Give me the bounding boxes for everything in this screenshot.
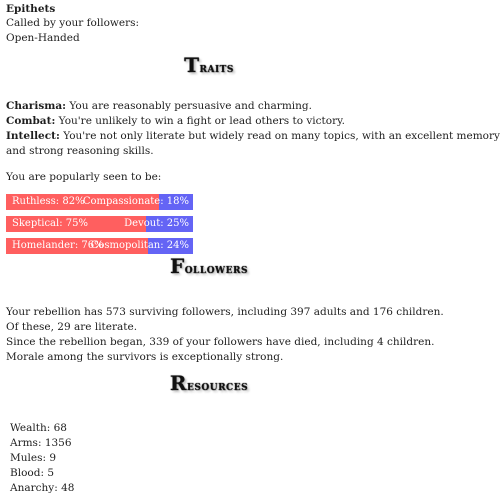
trait-text: You're unlikely to win a fight or lead others to victory. (55, 115, 345, 127)
traits-heading (0, 53, 418, 77)
resource-mules: Mules: 9 (10, 452, 57, 464)
bar-left-label: Homelander: 76% (12, 240, 104, 251)
bar-left-label: Skeptical: 75% (12, 218, 88, 229)
traits-heading-rest: raits (199, 61, 234, 76)
called-by-label: Called by your followers: (6, 17, 140, 29)
bar-right-label: Devout: 25% (124, 218, 189, 229)
trait-intellect (6, 129, 500, 144)
opinion-bar-homelander-cosmopolitan (6, 238, 193, 254)
bar-right-label: Compassionate: 18% (82, 196, 189, 207)
trait-text: You are reasonably persuasive and charming. (66, 100, 312, 112)
trait-label: Combat: (6, 115, 56, 127)
followers-literate: Of these, 29 are literate. (6, 321, 138, 333)
resource-blood: Blood: 5 (10, 467, 54, 479)
followers-heading-initial: F (170, 254, 185, 278)
resources-heading-rest: esources (187, 379, 249, 394)
followers-heading (0, 254, 418, 278)
trait-combat (6, 114, 345, 129)
bar-right-label: Cosmopolitan: 24% (90, 240, 189, 251)
resource-wealth: Wealth: 68 (10, 422, 67, 434)
followers-heading-rest: ollowers (184, 262, 248, 277)
followers-deaths: Since the rebellion began, 339 of your followers have died, including 4 children. (6, 336, 435, 348)
resource-anarchy: Anarchy: 48 (10, 482, 75, 494)
resources-heading (0, 371, 418, 395)
trait-label: Intellect: (6, 130, 60, 142)
opinion-bar-ruthless-compassionate (6, 194, 193, 210)
resources-heading-initial: R (169, 371, 188, 395)
followers-morale: Morale among the survivors is exceptionally strong. (6, 351, 284, 363)
resource-arms: Arms: 1356 (10, 437, 72, 449)
epithet-value: Open-Handed (6, 32, 80, 44)
bar-left-label: Ruthless: 82% (12, 196, 85, 207)
epithets-heading: Epithets (6, 3, 56, 15)
trait-label: Charisma: (6, 100, 67, 112)
trait-charisma (6, 99, 312, 114)
popular-intro: You are popularly seen to be: (6, 171, 162, 183)
trait-text: You're not only literate but widely read on many topics, with an excellent memory (59, 130, 500, 142)
traits-heading-initial: T (184, 53, 200, 77)
followers-summary: Your rebellion has 573 surviving followers, including 397 adults and 176 children. (6, 306, 444, 318)
trait-intellect-continuation: and strong reasoning skills. (6, 145, 154, 157)
opinion-bar-skeptical-devout (6, 216, 193, 232)
